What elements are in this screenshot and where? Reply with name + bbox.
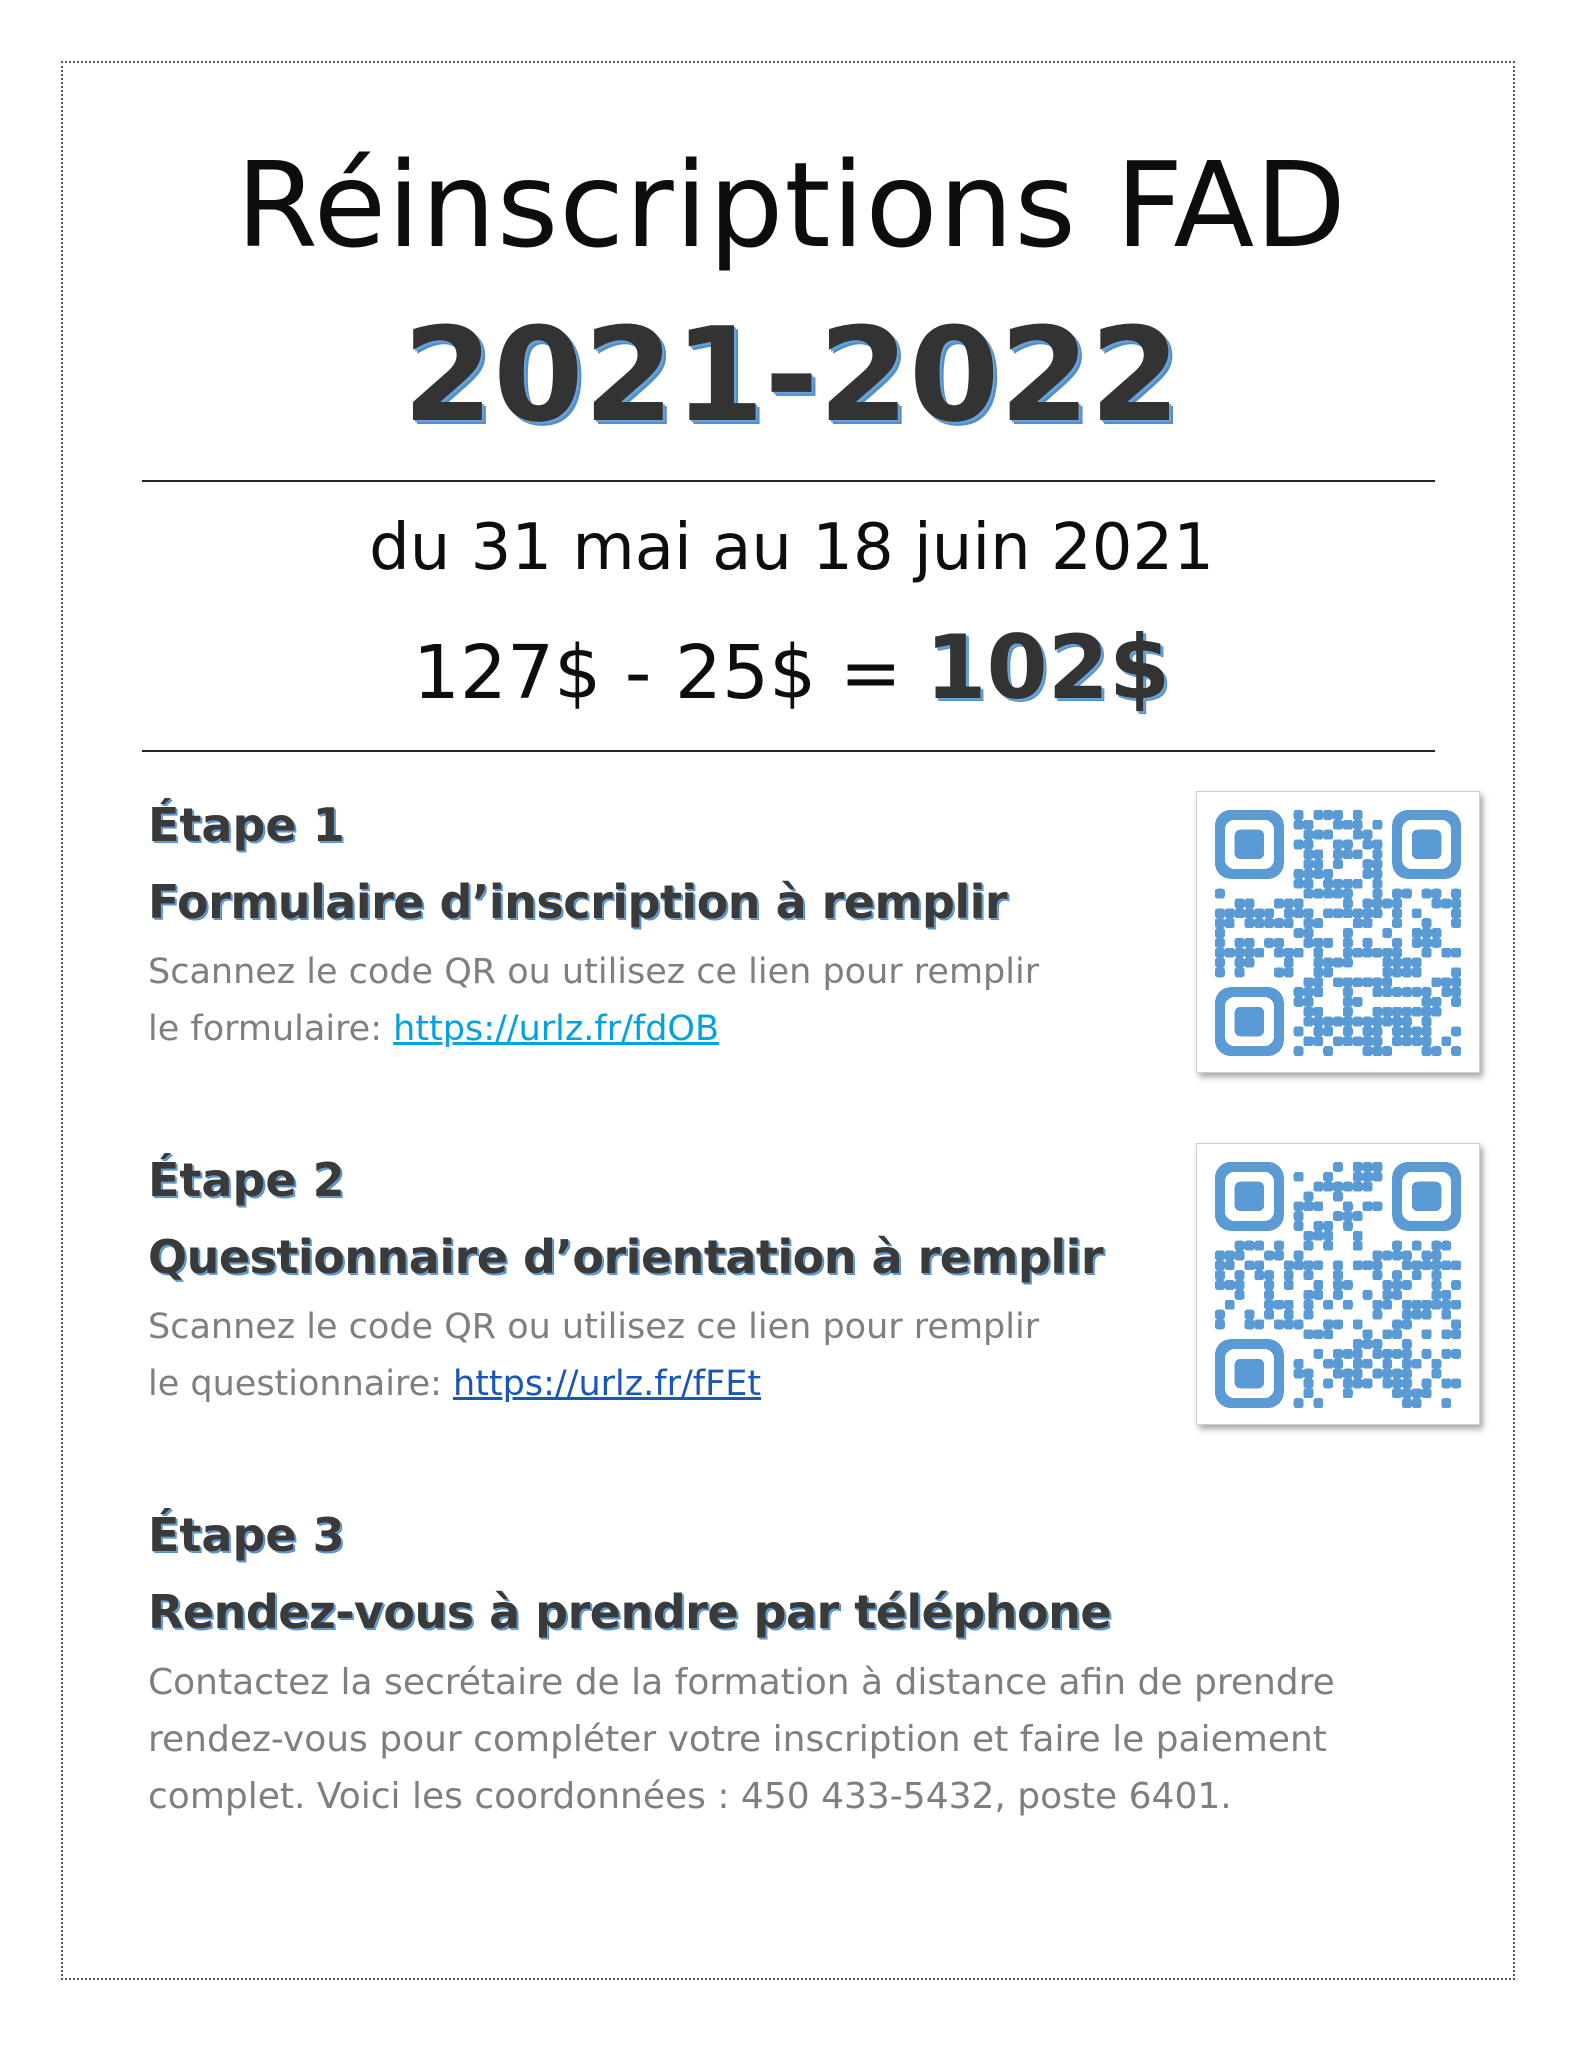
divider-bottom [142, 750, 1435, 752]
step-2-text-prefix: le questionnaire: [148, 1364, 454, 1404]
step-2-label: Étape 2 [148, 1153, 345, 1207]
page-title: Réinscriptions FAD [235, 136, 1348, 274]
step-3 [148, 1500, 1335, 1825]
price-equals: = [839, 630, 902, 716]
step-3-text-line1: Contactez la secrétaire de la formation à distance afin de prendre [148, 1662, 1335, 1703]
year-title: 2021-2022 [402, 299, 1181, 451]
registration-dates: du 31 mai au 18 juin 2021 [369, 511, 1214, 585]
step-1 [148, 790, 1168, 1058]
price-total: 102$ [925, 616, 1171, 719]
step-3-text-line3: complet. Voici les coordonnées : 450 433-5432, poste 6401. [148, 1776, 1232, 1817]
step-1-text-line2 [148, 1001, 1168, 1058]
step-1-text-prefix: le formulaire: [148, 1009, 394, 1049]
step-1-text [148, 944, 1168, 1058]
price-base: 127$ [412, 630, 602, 716]
step-3-text-line2: rendez-vous pour compléter votre inscription et faire le paiement [148, 1719, 1327, 1760]
step-1-label: Étape 1 [148, 798, 345, 852]
qr-code-form[interactable] [1196, 791, 1480, 1073]
step-3-heading: Rendez-vous à prendre par téléphone [148, 1585, 1112, 1639]
divider-top [142, 480, 1435, 482]
price-minus: - [624, 630, 652, 716]
step-2-text-line1: Scannez le code QR ou utilisez ce lien pour remplir [148, 1307, 1040, 1347]
step-1-text-line1: Scannez le code QR ou utilisez ce lien pour remplir [148, 952, 1040, 992]
step-3-label: Étape 3 [148, 1508, 345, 1562]
price-discount: 25$ [674, 630, 817, 716]
step-2 [148, 1145, 1168, 1413]
form-link[interactable]: https://urlz.fr/fdOB [393, 1009, 719, 1049]
step-3-text [148, 1654, 1418, 1825]
step-1-heading: Formulaire d’inscription à remplir [148, 875, 1008, 929]
step-2-text-line2 [148, 1356, 1168, 1413]
price-line [0, 618, 1583, 723]
qr-code-icon [1215, 1162, 1461, 1408]
step-2-text [148, 1299, 1168, 1413]
questionnaire-link[interactable]: https://urlz.fr/fFEt [453, 1364, 762, 1404]
step-2-heading: Questionnaire d’orientation à remplir [148, 1230, 1104, 1284]
qr-code-icon [1215, 810, 1461, 1056]
qr-code-questionnaire[interactable] [1196, 1143, 1480, 1425]
